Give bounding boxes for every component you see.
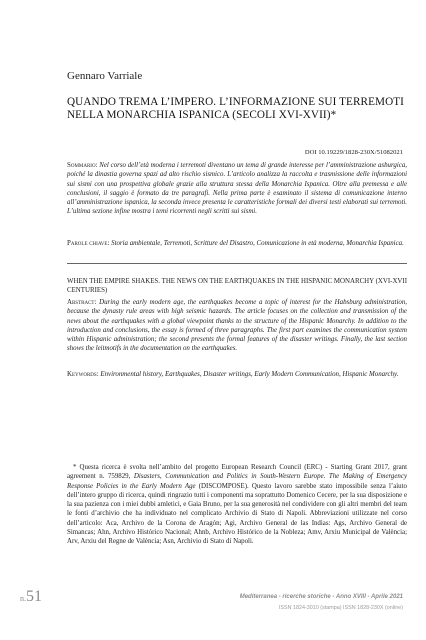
sommario-label: Sommario: — [67, 162, 98, 169]
abstract-paragraph — [67, 298, 407, 354]
footnote-mark: * — [73, 464, 77, 471]
issn-info: ISSN 1824-3010 (stampa) ISSN 1828-230X (online) — [278, 605, 403, 611]
keywords-text: Environmental history, Earthquakes, Disaster writings, Early Modern Communication, Hispanic Monarchy. — [100, 371, 399, 378]
footnote-project-title: Disasters, Communication and Politics in South-Western Europe. The Making of Emergency Response Policies in the Early Modern Age — [67, 473, 407, 490]
parole-chiave-paragraph — [67, 239, 407, 248]
author-name: Gennaro Varriale — [67, 70, 143, 82]
keywords-paragraph — [67, 370, 407, 379]
footnote-text-part2: (DISCOMPOSE). Questo lavoro sarebbe stato impossibile senza l’aiuto dell’intero gruppo di ricerca, quindi ringrazio tutti i componenti ma soprattutto Domenico Cecere, per la sua disposizione e la sua pazienza con i miei dubbi amletici, e Gaia Bruno, per la sua generosità nel condividere con gli altri membri del team le fonti d’archivio che ha individuato nel complicato Archivio di Stato di Napoli. Abbreviazioni utilizzate nel corso dell’articolo: Aca, Archivo de la Corona de Aragón; Agi, Archivo General de las Indias: Ags, Archivo General de Simancas; Ahn, Archivo Histórico Nacional; Ahnb, Archivo Histórico de la Nobleza; Amv, Arxiu Municipal de València; Arv, Arxiu del Regne de València; Asn, Archivio di Stato di Napoli. — [67, 482, 407, 545]
abstract-text: During the early modern age, the earthquakes become a topic of interest for the Habsburg administration, because the dynasty rule areas with high seismic hazards. The article focuses on the collection and transmission of the news about the earthquakes with a global viewpoint thanks to the structure of the Hispanic Monarchy. In addition to the introduction and conclusions, the essay is formed of three paragraphs. The first part examines the communication system within Hispanic administration; the second presents the formal features of the disaster writings. Finally, the last section shows the leitmotifs in the documentation on the earthquakes. — [67, 299, 407, 353]
page-number-value: 51 — [26, 588, 42, 605]
footnote-text-part1: Questa ricerca è svolta nell’ambito del progetto European Research Council (ERC) - Starting Grant 2017, grant agreement n. 759829, — [67, 464, 407, 481]
doi-line: DOI 10.19229/1828-230X/51082021 — [304, 149, 403, 156]
keywords-label: Keywords: — [67, 371, 99, 378]
english-title: WHEN THE EMPIRE SHAKES. THE NEWS ON THE EARTHQUAKES IN THE HISPANIC MONARCHY (XVI-XVII CENTURIES) — [67, 278, 407, 295]
page-number — [20, 588, 42, 606]
article-title: QUANDO TREMA L’IMPERO. L’INFORMAZIONE SUI TERREMOTI NELLA MONARCHIA ISPANICA (SECOLI XVI-XVII)* — [67, 96, 405, 122]
footnote — [67, 463, 407, 546]
section-divider — [67, 263, 407, 264]
journal-info: Mediterranea - ricerche storiche - Anno XVIII - Aprile 2021 — [239, 594, 403, 600]
page-number-prefix: n. — [20, 594, 26, 603]
sommario-text: Nel corso dell’età moderna i terremoti diventano un tema di grande interesse per l’amministrazione asburgica, poiché la dinastia governa spazi ad alto rischio sismico. L’articolo analizza la raccolta e trasmissione delle informazioni sui sismi con una prospettiva globale grazie alla struttura stessa della Monarchia Ispanica. Oltre alla premessa e alle conclusioni, il saggio è formato da tre paragrafi. Nella prima parte è esaminato il sistema di comunicazione interno all’amministrazione ispanica, la seconda invece presenta le caratteristiche formali dei diversi testi elaborati sui terremoti. L’ultima sezione infine mostra i temi ricorrenti negli scritti sui sismi. — [67, 162, 407, 216]
parole-chiave-text: Storia ambientale, Terremoti, Scritture del Disastro, Comunicazione in età moderna, Monarchia Ispanica. — [111, 240, 404, 247]
abstract-label: Abstract: — [67, 299, 97, 306]
parole-chiave-label: Parole chiave: — [67, 240, 110, 247]
sommario-paragraph — [67, 161, 407, 217]
